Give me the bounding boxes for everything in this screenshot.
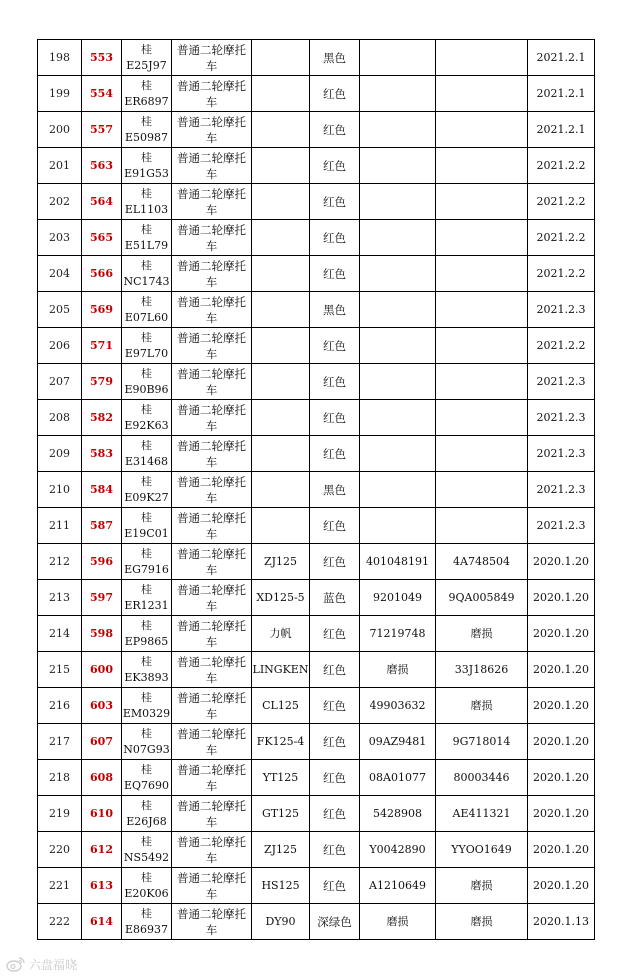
engine-number-cell: 磨损	[360, 904, 436, 940]
vehicle-color-cell: 红色	[310, 724, 360, 760]
vehicle-type-cell: 普通二轮摩托车	[172, 184, 252, 220]
engine-number-cell	[360, 328, 436, 364]
model-cell	[252, 184, 310, 220]
code-cell: 612	[82, 832, 122, 868]
code-cell: 610	[82, 796, 122, 832]
model-cell: FK125-4	[252, 724, 310, 760]
frame-number-cell	[436, 472, 528, 508]
model-cell	[252, 112, 310, 148]
vehicle-color-cell: 红色	[310, 256, 360, 292]
plate-number-cell: 桂 NS5492	[122, 832, 172, 868]
row-number-cell: 203	[38, 220, 82, 256]
code-cell: 598	[82, 616, 122, 652]
table-row	[38, 724, 595, 760]
code-cell: 582	[82, 400, 122, 436]
vehicle-color-cell: 黑色	[310, 292, 360, 328]
plate-number-cell: 桂 EK3893	[122, 652, 172, 688]
frame-number-cell	[436, 76, 528, 112]
table-row	[38, 544, 595, 580]
model-cell: ZJ125	[252, 832, 310, 868]
vehicle-color-cell: 红色	[310, 328, 360, 364]
frame-number-cell: 9QA005849	[436, 580, 528, 616]
engine-number-cell	[360, 436, 436, 472]
row-number-cell: 219	[38, 796, 82, 832]
vehicle-color-cell: 蓝色	[310, 580, 360, 616]
model-cell	[252, 76, 310, 112]
vehicle-register-table	[37, 39, 595, 940]
table-row	[38, 580, 595, 616]
code-cell: 564	[82, 184, 122, 220]
engine-number-cell	[360, 400, 436, 436]
date-cell: 2020.1.20	[528, 760, 595, 796]
code-cell: 569	[82, 292, 122, 328]
row-number-cell: 216	[38, 688, 82, 724]
engine-number-cell: 49903632	[360, 688, 436, 724]
frame-number-cell: YYOO1649	[436, 832, 528, 868]
frame-number-cell: 80003446	[436, 760, 528, 796]
plate-number-cell: 桂 ER1231	[122, 580, 172, 616]
table-body	[38, 40, 595, 940]
row-number-cell: 222	[38, 904, 82, 940]
vehicle-type-cell: 普通二轮摩托车	[172, 580, 252, 616]
date-cell: 2020.1.20	[528, 688, 595, 724]
row-number-cell: 198	[38, 40, 82, 76]
table-row	[38, 400, 595, 436]
plate-number-cell: 桂 E91G53	[122, 148, 172, 184]
code-cell: 603	[82, 688, 122, 724]
table-row	[38, 508, 595, 544]
vehicle-color-cell: 红色	[310, 508, 360, 544]
table-row	[38, 796, 595, 832]
row-number-cell: 207	[38, 364, 82, 400]
vehicle-type-cell: 普通二轮摩托车	[172, 616, 252, 652]
row-number-cell: 210	[38, 472, 82, 508]
model-cell	[252, 148, 310, 184]
vehicle-type-cell: 普通二轮摩托车	[172, 472, 252, 508]
row-number-cell: 209	[38, 436, 82, 472]
frame-number-cell: 4A748504	[436, 544, 528, 580]
engine-number-cell: 08A01077	[360, 760, 436, 796]
vehicle-type-cell: 普通二轮摩托车	[172, 544, 252, 580]
date-cell: 2021.2.2	[528, 256, 595, 292]
code-cell: 608	[82, 760, 122, 796]
plate-number-cell: 桂 E92K63	[122, 400, 172, 436]
vehicle-type-cell: 普通二轮摩托车	[172, 832, 252, 868]
row-number-cell: 218	[38, 760, 82, 796]
table-row	[38, 148, 595, 184]
table-row	[38, 904, 595, 940]
vehicle-color-cell: 红色	[310, 148, 360, 184]
frame-number-cell: 磨损	[436, 688, 528, 724]
date-cell: 2021.2.2	[528, 328, 595, 364]
vehicle-type-cell: 普通二轮摩托车	[172, 76, 252, 112]
vehicle-color-cell: 红色	[310, 760, 360, 796]
table-row	[38, 76, 595, 112]
table-row	[38, 328, 595, 364]
vehicle-type-cell: 普通二轮摩托车	[172, 256, 252, 292]
table-row	[38, 256, 595, 292]
vehicle-type-cell: 普通二轮摩托车	[172, 508, 252, 544]
engine-number-cell	[360, 508, 436, 544]
engine-number-cell	[360, 220, 436, 256]
model-cell: XD125-5	[252, 580, 310, 616]
weibo-logo-icon	[6, 956, 26, 972]
engine-number-cell	[360, 76, 436, 112]
date-cell: 2021.2.2	[528, 148, 595, 184]
frame-number-cell: 9G718014	[436, 724, 528, 760]
plate-number-cell: 桂 E07L60	[122, 292, 172, 328]
plate-number-cell: 桂 E50987	[122, 112, 172, 148]
frame-number-cell	[436, 184, 528, 220]
model-cell: LINGKEN	[252, 652, 310, 688]
frame-number-cell	[436, 292, 528, 328]
frame-number-cell	[436, 256, 528, 292]
model-cell	[252, 40, 310, 76]
plate-number-cell: 桂E25J97	[122, 40, 172, 76]
vehicle-color-cell: 红色	[310, 436, 360, 472]
table-row	[38, 436, 595, 472]
engine-number-cell	[360, 148, 436, 184]
table-row	[38, 616, 595, 652]
date-cell: 2020.1.20	[528, 616, 595, 652]
engine-number-cell	[360, 364, 436, 400]
plate-number-cell: 桂 EG7916	[122, 544, 172, 580]
code-cell: 587	[82, 508, 122, 544]
code-cell: 614	[82, 904, 122, 940]
row-number-cell: 200	[38, 112, 82, 148]
plate-number-cell: 桂 EQ7690	[122, 760, 172, 796]
vehicle-color-cell: 红色	[310, 544, 360, 580]
engine-number-cell: 71219748	[360, 616, 436, 652]
plate-number-cell: 桂 EP9865	[122, 616, 172, 652]
model-cell: HS125	[252, 868, 310, 904]
date-cell: 2020.1.20	[528, 796, 595, 832]
code-cell: 557	[82, 112, 122, 148]
frame-number-cell	[436, 508, 528, 544]
plate-number-cell: 桂 E51L79	[122, 220, 172, 256]
vehicle-type-cell: 普通二轮摩托车	[172, 400, 252, 436]
vehicle-type-cell: 普通二轮摩托车	[172, 364, 252, 400]
model-cell	[252, 472, 310, 508]
vehicle-type-cell: 普通二轮摩托车	[172, 652, 252, 688]
code-cell: 571	[82, 328, 122, 364]
watermark-text: 六盘福晓	[29, 957, 78, 972]
date-cell: 2021.2.2	[528, 184, 595, 220]
row-number-cell: 208	[38, 400, 82, 436]
row-number-cell: 199	[38, 76, 82, 112]
frame-number-cell	[436, 328, 528, 364]
frame-number-cell: 磨损	[436, 616, 528, 652]
code-cell: 584	[82, 472, 122, 508]
plate-number-cell: 桂 EM0329	[122, 688, 172, 724]
frame-number-cell	[436, 112, 528, 148]
plate-number-cell: 桂 E90B96	[122, 364, 172, 400]
row-number-cell: 217	[38, 724, 82, 760]
code-cell: 600	[82, 652, 122, 688]
date-cell: 2021.2.3	[528, 508, 595, 544]
row-number-cell: 212	[38, 544, 82, 580]
row-number-cell: 205	[38, 292, 82, 328]
vehicle-color-cell: 黑色	[310, 472, 360, 508]
vehicle-type-cell: 普通二轮摩托车	[172, 328, 252, 364]
engine-number-cell: 磨损	[360, 652, 436, 688]
vehicle-color-cell: 红色	[310, 400, 360, 436]
vehicle-color-cell: 红色	[310, 184, 360, 220]
row-number-cell: 214	[38, 616, 82, 652]
code-cell: 607	[82, 724, 122, 760]
table-row	[38, 184, 595, 220]
table-row	[38, 832, 595, 868]
plate-number-cell: 桂 EL1103	[122, 184, 172, 220]
vehicle-color-cell: 红色	[310, 832, 360, 868]
plate-number-cell: 桂 E31468	[122, 436, 172, 472]
model-cell: GT125	[252, 796, 310, 832]
model-cell	[252, 328, 310, 364]
plate-number-cell: 桂 E97L70	[122, 328, 172, 364]
frame-number-cell	[436, 400, 528, 436]
date-cell: 2020.1.20	[528, 724, 595, 760]
vehicle-color-cell: 红色	[310, 76, 360, 112]
date-cell: 2020.1.13	[528, 904, 595, 940]
vehicle-type-cell: 普通二轮摩托车	[172, 148, 252, 184]
vehicle-color-cell: 红色	[310, 112, 360, 148]
model-cell	[252, 400, 310, 436]
frame-number-cell: AE411321	[436, 796, 528, 832]
table-row	[38, 760, 595, 796]
vehicle-type-cell: 普通二轮摩托车	[172, 724, 252, 760]
vehicle-color-cell: 黑色	[310, 40, 360, 76]
date-cell: 2021.2.2	[528, 220, 595, 256]
model-cell	[252, 292, 310, 328]
vehicle-type-cell: 普通二轮摩托车	[172, 40, 252, 76]
date-cell: 2020.1.20	[528, 832, 595, 868]
plate-number-cell: 桂 E20K06	[122, 868, 172, 904]
date-cell: 2020.1.20	[528, 652, 595, 688]
engine-number-cell: 401048191	[360, 544, 436, 580]
vehicle-type-cell: 普通二轮摩托车	[172, 868, 252, 904]
row-number-cell: 206	[38, 328, 82, 364]
frame-number-cell: 磨损	[436, 904, 528, 940]
row-number-cell: 221	[38, 868, 82, 904]
row-number-cell: 220	[38, 832, 82, 868]
plate-number-cell: 桂 E86937	[122, 904, 172, 940]
row-number-cell: 201	[38, 148, 82, 184]
vehicle-color-cell: 红色	[310, 616, 360, 652]
table-row	[38, 40, 595, 76]
vehicle-type-cell: 普通二轮摩托车	[172, 904, 252, 940]
vehicle-color-cell: 深绿色	[310, 904, 360, 940]
plate-number-cell: 桂E26J68	[122, 796, 172, 832]
table-row	[38, 112, 595, 148]
vehicle-color-cell: 红色	[310, 652, 360, 688]
vehicle-type-cell: 普通二轮摩托车	[172, 688, 252, 724]
frame-number-cell	[436, 40, 528, 76]
date-cell: 2021.2.3	[528, 292, 595, 328]
model-cell	[252, 220, 310, 256]
plate-number-cell: 桂 ER6897	[122, 76, 172, 112]
date-cell: 2021.2.3	[528, 472, 595, 508]
date-cell: 2021.2.3	[528, 436, 595, 472]
code-cell: 583	[82, 436, 122, 472]
row-number-cell: 211	[38, 508, 82, 544]
table-row	[38, 652, 595, 688]
code-cell: 554	[82, 76, 122, 112]
vehicle-color-cell: 红色	[310, 796, 360, 832]
plate-number-cell: 桂 N07G93	[122, 724, 172, 760]
frame-number-cell	[436, 436, 528, 472]
model-cell: YT125	[252, 760, 310, 796]
model-cell	[252, 508, 310, 544]
model-cell: 力帆	[252, 616, 310, 652]
model-cell: ZJ125	[252, 544, 310, 580]
table-row	[38, 220, 595, 256]
date-cell: 2021.2.3	[528, 400, 595, 436]
row-number-cell: 204	[38, 256, 82, 292]
vehicle-color-cell: 红色	[310, 868, 360, 904]
date-cell: 2020.1.20	[528, 868, 595, 904]
model-cell	[252, 256, 310, 292]
frame-number-cell	[436, 148, 528, 184]
code-cell: 566	[82, 256, 122, 292]
frame-number-cell: 磨损	[436, 868, 528, 904]
vehicle-type-cell: 普通二轮摩托车	[172, 760, 252, 796]
engine-number-cell	[360, 256, 436, 292]
table-row	[38, 292, 595, 328]
engine-number-cell: Y0042890	[360, 832, 436, 868]
table-row	[38, 472, 595, 508]
vehicle-type-cell: 普通二轮摩托车	[172, 436, 252, 472]
vehicle-color-cell: 红色	[310, 220, 360, 256]
code-cell: 596	[82, 544, 122, 580]
model-cell	[252, 364, 310, 400]
table-row	[38, 688, 595, 724]
watermark	[6, 954, 77, 974]
date-cell: 2021.2.1	[528, 76, 595, 112]
model-cell: DY90	[252, 904, 310, 940]
vehicle-type-cell: 普通二轮摩托车	[172, 220, 252, 256]
model-cell	[252, 436, 310, 472]
date-cell: 2021.2.1	[528, 40, 595, 76]
vehicle-color-cell: 红色	[310, 688, 360, 724]
engine-number-cell: 5428908	[360, 796, 436, 832]
plate-number-cell: 桂 NC1743	[122, 256, 172, 292]
engine-number-cell	[360, 292, 436, 328]
model-cell: CL125	[252, 688, 310, 724]
date-cell: 2021.2.1	[528, 112, 595, 148]
plate-number-cell: 桂 E09K27	[122, 472, 172, 508]
vehicle-color-cell: 红色	[310, 364, 360, 400]
table-row	[38, 868, 595, 904]
date-cell: 2020.1.20	[528, 580, 595, 616]
table-row	[38, 364, 595, 400]
date-cell: 2021.2.3	[528, 364, 595, 400]
vehicle-type-cell: 普通二轮摩托车	[172, 796, 252, 832]
engine-number-cell	[360, 472, 436, 508]
engine-number-cell	[360, 112, 436, 148]
engine-number-cell: A1210649	[360, 868, 436, 904]
frame-number-cell	[436, 220, 528, 256]
frame-number-cell	[436, 364, 528, 400]
engine-number-cell	[360, 40, 436, 76]
row-number-cell: 202	[38, 184, 82, 220]
code-cell: 579	[82, 364, 122, 400]
row-number-cell: 213	[38, 580, 82, 616]
date-cell: 2020.1.20	[528, 544, 595, 580]
code-cell: 597	[82, 580, 122, 616]
vehicle-type-cell: 普通二轮摩托车	[172, 292, 252, 328]
plate-number-cell: 桂 E19C01	[122, 508, 172, 544]
code-cell: 565	[82, 220, 122, 256]
code-cell: 553	[82, 40, 122, 76]
code-cell: 563	[82, 148, 122, 184]
row-number-cell: 215	[38, 652, 82, 688]
vehicle-type-cell: 普通二轮摩托车	[172, 112, 252, 148]
engine-number-cell	[360, 184, 436, 220]
frame-number-cell: 33J18626	[436, 652, 528, 688]
engine-number-cell: 9201049	[360, 580, 436, 616]
code-cell: 613	[82, 868, 122, 904]
engine-number-cell: 09AZ9481	[360, 724, 436, 760]
